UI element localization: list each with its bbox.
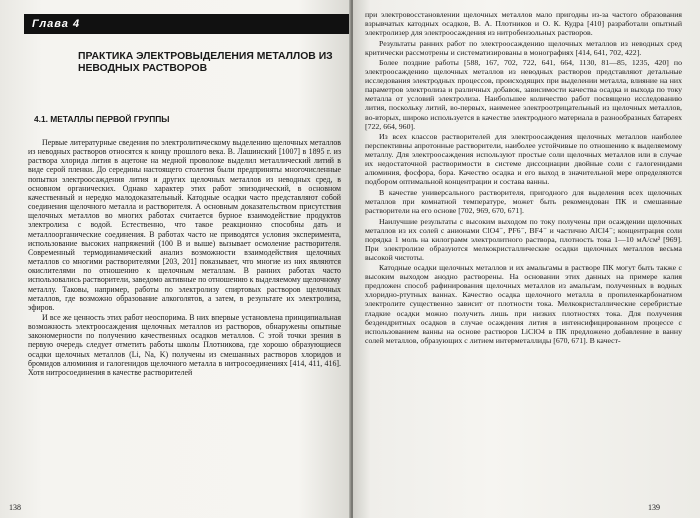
- right-page: [353, 0, 700, 518]
- paragraph: при электровосстановлении щелочных металлов мало пригодны из-за частого образования взрывчатых катодных осадков, В. А. Плотников и О. К. Кудра [410] разработали опытный электролизер для электроосаждения из нитробензольных растворов.: [365, 10, 682, 38]
- paragraph: И все же ценность этих работ неоспорима. В них впервые установлена принципиальная возможность электроосаждения щелочных металлов из растворов, обнаружены опытные закономерности по получению качественных осадков металлов. С этой точки зрения в первую очередь следует отметить работы школы Плотникова, где хорошо образующиеся осадки щелочных металлов (Li, Na, K) получены из смешанных растворов хлоридов и бромидов алюминия и галогенидов щелочного металла в нитросоединениях [414, 411, 416]. Хотя нитросоединения в качестве растворителей: [28, 312, 341, 377]
- paragraph: Более поздние работы [588, 167, 702, 722, 641, 664, 1130, 81—85, 1235, 420] по электроосаждению щелочных металлов из неводных растворов представляют детальные исследования электродных процессов, происходящих при выделении металла, влияние на них параметров электролиза и различных добавок, зависимости качества осадка и выхода по току металла от условий электролиза. Наибольшее количество работ посвящено исследованию лития, поскольку литий, во-первых, наименее электроотрицательный из щелочных металлов, во-вторых, широко используется в качестве электродного материала в разнообразных батареях [722, 664, 960].: [365, 58, 682, 131]
- page-number: 138: [9, 503, 21, 512]
- paragraph: Первые литературные сведения по электролитическому выделению щелочных металлов из неводных растворов относятся к концу прошлого века. В. Лашинский [1007] в 1895 г. из раствора хлорида лития в ацетоне на медной проволоке выделил металлический литий в виде серой пленки. До середины настоящего столетия были предприняты многочисленные попытки электроосаждения лития и других щелочных металлов из неводных сред, в основном органических. Однако характер этих работ эпизодический, в основном качественный и нередко малодоказательный. Катодные осадки часто представляют собой соединения щелочного металла и растворителя. А основным доказательством присутствия щелочных металлов во многих работах считается бурное взаимодействие продуктов электролиза с водой. Естественно, что такое реакционно способны дать и металлоорганические соединения. В работах часто не приводятся условия эксперимента, использование высоких напряжений (100 В и выше) вызывает осмоление растворителя. Современный термодинамический анализ возможности взаимодействия щелочных металлов со многими растворителями [203, 201] показывает, что многие из них являются окислителями по отношению к щелочным металлам. В ранних работах часто использовались растворители, заведомо активные по отношению к выделяемому щелочному металлу. Таковы, например, работы по электролизу спиртовых растворов щелочных металлов, где возможно образование алкоголятов, а затем, в результате их электролиза, эфиров.: [28, 138, 341, 312]
- chapter-title: ПРАКТИКА ЭЛЕКТРОВЫДЕЛЕНИЯ МЕТАЛЛОВ ИЗ НЕВОДНЫХ РАСТВОРОВ: [78, 51, 333, 74]
- paragraph: Из всех классов растворителей для электроосаждения щелочных металлов наиболее перспективны апротонные растворители, наиболее устойчивые по отношению к выделяемому металлу. Для электроосаждения используют простые соли щелочных металлов или в случае их недостаточной растворимости в системе диссоциации двойные соли с галогенидами алюминия, фосфора, бора. Качество осадка и его выход в значительной мере определяются подбором оптимальной концентрации и состава ванны.: [365, 132, 682, 187]
- paragraph: Результаты ранних работ по электроосаждению щелочных металлов из неводных сред критически рассмотрены и систематизированы в монографиях [414, 641, 702, 422].: [365, 38, 682, 57]
- section-title: 4.1. МЕТАЛЛЫ ПЕРВОЙ ГРУППЫ: [34, 114, 170, 124]
- chapter-label: Глава 4: [24, 14, 350, 34]
- paragraph: Катодные осадки щелочных металлов и их амальгамы в растворе ПК могут быть также с высоким выходом анодно растворены. На основании этих данных на примере калия предложен способ рафинирования щелочных металлов из амальгам, полученных в водных хлоридно-ртутных ваннах. Качество осадка щелочного металла в пропиленкарбонатном электролите существенно зависит от плотности тока. Мелкокристаллические серебристые гладкие осадки можно получить лишь при низких плотностях тока. Для получения бездендритных осадков в случае осаждения лития в интенсифицированном процессе с использованием ванны на основе растворов LiClO4 в ПК предложено добавление в ванну солей металлов, образующих с литием интерметаллиды [670, 671]. В качест-: [365, 263, 682, 345]
- page-number: 139: [648, 503, 660, 512]
- paragraph: Наилучшие результаты с высоким выходом по току получены при осаждении щелочных металлов из их солей с анионами ClO4⁻, PF6⁻, BF4⁻ и частично AlCl4⁻; концентрация соли порядка 1 моль на килограмм электролитного раствора, плотность тока 1—10 мА/см² [969]. При электролизе образуются мелкокристаллические осадки щелочных металлов весьма высокой чистоты.: [365, 216, 682, 262]
- paragraph: В качестве универсального растворителя, пригодного для выделения всех щелочных металлов при комнатной температуре, может быть рекомендован ПК и смешанные растворители на его основе [702, 969, 670, 671].: [365, 187, 682, 215]
